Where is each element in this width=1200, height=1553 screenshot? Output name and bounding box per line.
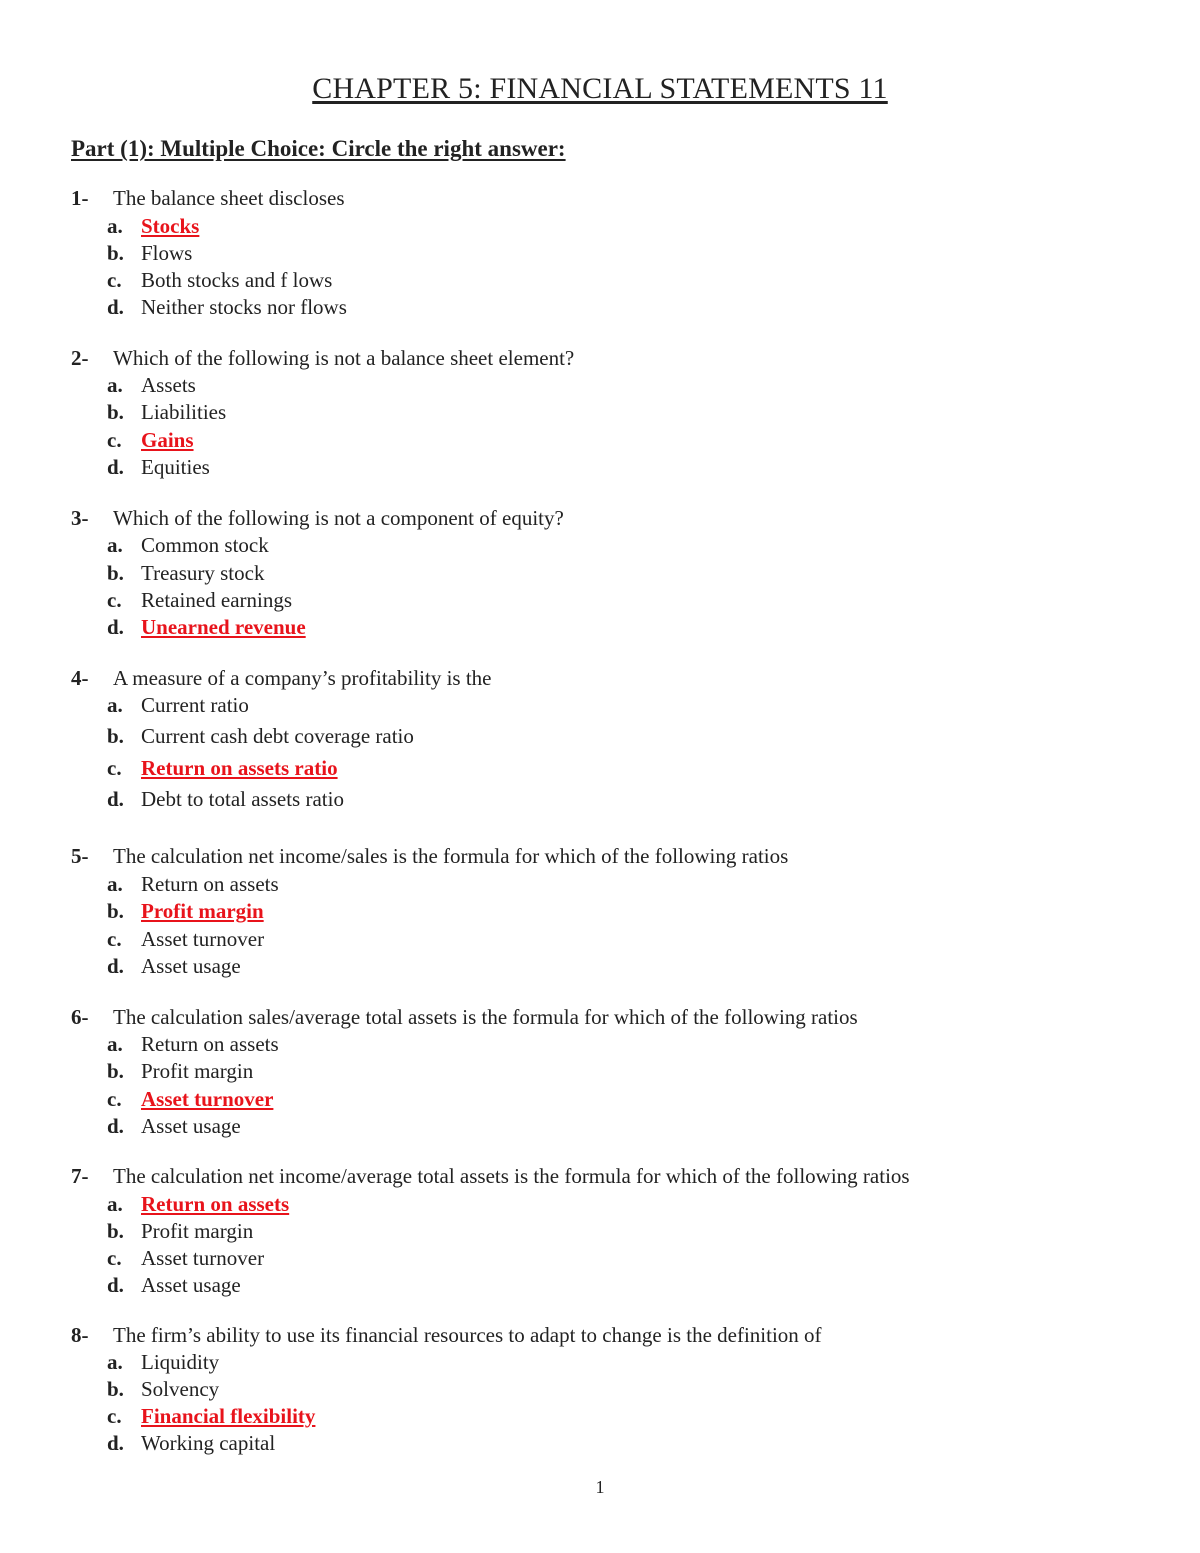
question-text: The calculation net income/average total assets is the formula for which of the following ratios bbox=[113, 1164, 910, 1188]
question-number: 8- bbox=[71, 1323, 89, 1347]
option-letter: d. bbox=[107, 954, 124, 978]
question-text: The firm’s ability to use its financial resources to adapt to change is the definition of bbox=[113, 1323, 822, 1347]
option-d[interactable] bbox=[107, 295, 347, 320]
question-stem bbox=[71, 1323, 822, 1348]
option-letter: b. bbox=[107, 400, 124, 424]
question-text: The calculation sales/average total assets is the formula for which of the following ratios bbox=[113, 1005, 858, 1029]
option-letter: c. bbox=[107, 428, 122, 452]
option-text: Liabilities bbox=[141, 400, 227, 424]
option-d[interactable] bbox=[107, 1273, 241, 1298]
question-number: 7- bbox=[71, 1164, 89, 1188]
option-a[interactable] bbox=[107, 1350, 219, 1375]
option-d[interactable] bbox=[107, 455, 210, 480]
option-text: Retained earnings bbox=[141, 588, 293, 612]
question-text: Which of the following is not a balance sheet element? bbox=[113, 346, 575, 370]
option-text: Asset usage bbox=[141, 1273, 241, 1297]
option-letter: c. bbox=[107, 1404, 122, 1428]
option-text: Neither stocks nor flows bbox=[141, 295, 347, 319]
option-letter: b. bbox=[107, 1219, 124, 1243]
option-a[interactable] bbox=[107, 872, 279, 897]
option-letter: a. bbox=[107, 1350, 123, 1374]
option-text: Debt to total assets ratio bbox=[141, 787, 344, 811]
option-letter: b. bbox=[107, 899, 124, 923]
option-text: Flows bbox=[141, 241, 193, 265]
option-text: Unearned revenue bbox=[141, 615, 306, 639]
question-stem bbox=[71, 1164, 910, 1189]
option-c[interactable] bbox=[107, 1404, 315, 1429]
option-text: Return on assets bbox=[141, 1032, 279, 1056]
question-stem bbox=[71, 844, 788, 869]
option-text: Profit margin bbox=[141, 1219, 254, 1243]
option-text: Asset turnover bbox=[141, 1246, 265, 1270]
option-letter: a. bbox=[107, 872, 123, 896]
question-text: The calculation net income/sales is the formula for which of the following ratios bbox=[113, 844, 789, 868]
option-text: Asset turnover bbox=[141, 1087, 274, 1111]
option-letter: c. bbox=[107, 268, 122, 292]
question-stem bbox=[71, 506, 564, 531]
option-letter: a. bbox=[107, 214, 123, 238]
option-c[interactable] bbox=[107, 588, 292, 613]
option-text: Common stock bbox=[141, 533, 269, 557]
option-letter: a. bbox=[107, 1032, 123, 1056]
option-letter: c. bbox=[107, 1087, 122, 1111]
option-b[interactable] bbox=[107, 1059, 253, 1084]
option-text: Liquidity bbox=[141, 1350, 220, 1374]
option-text: Stocks bbox=[141, 214, 200, 238]
option-text: Return on assets ratio bbox=[141, 756, 338, 780]
option-letter: d. bbox=[107, 1273, 124, 1297]
question-number: 4- bbox=[71, 666, 89, 690]
question-stem bbox=[71, 346, 574, 371]
question-number: 5- bbox=[71, 844, 89, 868]
option-d[interactable] bbox=[107, 787, 344, 812]
option-text: Financial flexibility bbox=[141, 1404, 316, 1428]
page-title: CHAPTER 5: FINANCIAL STATEMENTS 11 bbox=[312, 72, 888, 105]
option-letter: b. bbox=[107, 724, 124, 748]
option-letter: d. bbox=[107, 615, 124, 639]
option-letter: d. bbox=[107, 1431, 124, 1455]
option-text: Gains bbox=[141, 428, 194, 452]
option-letter: b. bbox=[107, 1059, 124, 1083]
option-d[interactable] bbox=[107, 1114, 241, 1139]
option-b[interactable] bbox=[107, 1377, 219, 1402]
option-c[interactable] bbox=[107, 1246, 264, 1271]
option-text: Current ratio bbox=[141, 693, 249, 717]
option-c[interactable] bbox=[107, 268, 332, 293]
option-text: Solvency bbox=[141, 1377, 220, 1401]
option-letter: a. bbox=[107, 693, 123, 717]
option-b[interactable] bbox=[107, 1219, 253, 1244]
option-letter: a. bbox=[107, 533, 123, 557]
option-text: Treasury stock bbox=[141, 561, 265, 585]
question-text: Which of the following is not a component of equity? bbox=[113, 506, 564, 530]
option-letter: b. bbox=[107, 241, 124, 265]
option-b[interactable] bbox=[107, 400, 226, 425]
option-text: Equities bbox=[141, 455, 210, 479]
option-c[interactable] bbox=[107, 428, 194, 453]
option-a[interactable] bbox=[107, 1032, 279, 1057]
question-number: 1- bbox=[71, 186, 89, 210]
option-text: Profit margin bbox=[141, 899, 264, 923]
option-text: Return on assets bbox=[141, 872, 279, 896]
option-text: Asset turnover bbox=[141, 927, 265, 951]
option-d[interactable] bbox=[107, 1431, 275, 1456]
question-number: 6- bbox=[71, 1005, 89, 1029]
question-stem bbox=[71, 666, 492, 691]
question-stem bbox=[71, 186, 345, 211]
option-letter: b. bbox=[107, 561, 124, 585]
question-number: 2- bbox=[71, 346, 89, 370]
option-c[interactable] bbox=[107, 927, 264, 952]
option-letter: c. bbox=[107, 756, 122, 780]
option-text: Assets bbox=[141, 373, 196, 397]
option-letter: d. bbox=[107, 455, 124, 479]
option-letter: c. bbox=[107, 588, 122, 612]
question-number: 3- bbox=[71, 506, 89, 530]
option-letter: b. bbox=[107, 1377, 124, 1401]
page-number: 1 bbox=[595, 1477, 605, 1497]
option-letter: d. bbox=[107, 787, 124, 811]
option-a[interactable] bbox=[107, 214, 199, 239]
option-letter: d. bbox=[107, 295, 124, 319]
question-text: The balance sheet discloses bbox=[113, 186, 345, 210]
option-text: Asset usage bbox=[141, 1114, 241, 1138]
option-letter: d. bbox=[107, 1114, 124, 1138]
option-a[interactable] bbox=[107, 533, 269, 558]
option-b[interactable] bbox=[107, 561, 264, 586]
option-c[interactable] bbox=[107, 756, 338, 781]
option-letter: c. bbox=[107, 927, 122, 951]
option-a[interactable] bbox=[107, 693, 249, 718]
option-b[interactable] bbox=[107, 241, 192, 266]
option-b[interactable] bbox=[107, 899, 264, 924]
option-text: Return on assets bbox=[141, 1192, 290, 1216]
option-a[interactable] bbox=[107, 373, 196, 398]
option-d[interactable] bbox=[107, 615, 306, 640]
option-text: Asset usage bbox=[141, 954, 241, 978]
option-d[interactable] bbox=[107, 954, 241, 979]
option-b[interactable] bbox=[107, 724, 414, 749]
option-letter: a. bbox=[107, 373, 123, 397]
option-c[interactable] bbox=[107, 1087, 273, 1112]
option-text: Working capital bbox=[141, 1431, 276, 1455]
question-stem bbox=[71, 1005, 858, 1030]
question-text: A measure of a company’s profitability is the bbox=[113, 666, 492, 690]
option-text: Both stocks and f lows bbox=[141, 268, 333, 292]
part-heading: Part (1): Multiple Choice: Circle the right answer: bbox=[71, 136, 566, 161]
option-letter: c. bbox=[107, 1246, 122, 1270]
option-text: Current cash debt coverage ratio bbox=[141, 724, 414, 748]
option-text: Profit margin bbox=[141, 1059, 254, 1083]
option-letter: a. bbox=[107, 1192, 123, 1216]
option-a[interactable] bbox=[107, 1192, 289, 1217]
